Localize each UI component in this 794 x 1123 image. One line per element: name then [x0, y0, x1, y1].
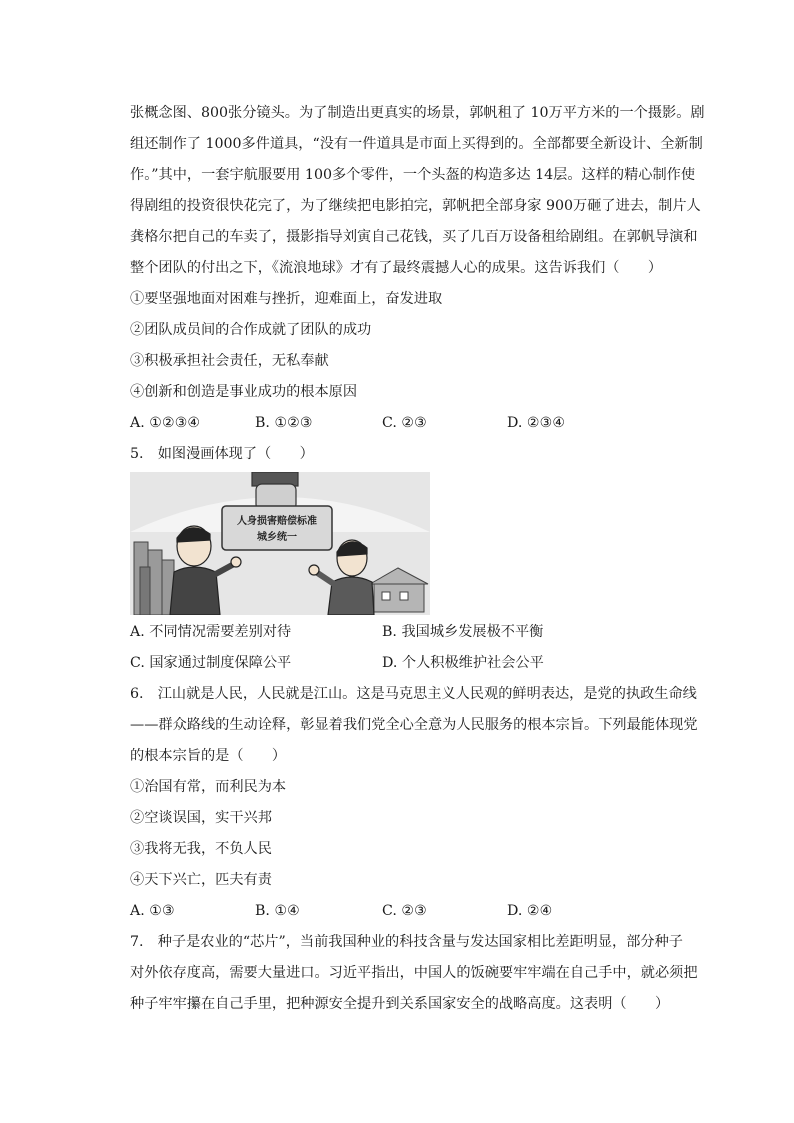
q7-text-line: 对外依存度高，需要大量进口。习近平指出，中国人的饭碗要牢牢端在自己手中，就必须把	[130, 965, 698, 981]
q4-text-line: 组还制作了 1000多件道具，“没有一件道具是市面上买得到的。全部都要全新设计、全新制	[130, 136, 703, 152]
q4-text-line: 龚格尔把自己的车卖了，摄影指导刘寅自己花钱，买了几百万设备租给剧组。在郭帆导演和	[130, 229, 698, 245]
q7-text-line: 7. 种子是农业的“芯片”，当前我国种业的科技含量与发达国家相比差距明显，部分种子	[130, 934, 683, 950]
sign-line-2: 城乡统一	[257, 532, 297, 543]
sign-board	[222, 506, 332, 550]
q6-text-line: 6. 江山就是人民，人民就是江山。这是马克思主义人民观的鲜明表达，是党的执政生命线	[130, 686, 697, 702]
q4-text-line: 张概念图、800张分镜头。为了制造出更真实的场景，郭帆租了 10万平方米的一个摄影。剧	[130, 105, 705, 121]
q4-statement: ④创新和创造是事业成功的根本原因	[130, 384, 358, 400]
q6-statement: ②空谈误国，实干兴邦	[130, 810, 272, 826]
q6-option-d[interactable]: D. ②④	[507, 903, 553, 919]
q4-statement: ③积极承担社会责任，无私奉献	[130, 353, 329, 369]
q6-text-line: 的根本宗旨的是（ ）	[130, 748, 287, 764]
q5-option-d[interactable]: D. 个人积极维护社会公平	[382, 655, 544, 671]
sign-line-1: 人身损害赔偿标准	[237, 516, 317, 527]
q6-statement: ③我将无我，不负人民	[130, 841, 272, 857]
q6-statement: ④天下兴亡，匹夫有责	[130, 872, 272, 888]
q4-statement: ①要坚强地面对困难与挫折，迎难面上，奋发进取	[130, 291, 443, 307]
q6-statement: ①治国有常，而利民为本	[130, 779, 287, 795]
q4-text-line: 作。”其中，一套宇航服要用 100多个零件，一个头盔的构造多达 14层。这样的精心制作使	[130, 167, 696, 183]
q6-option-b[interactable]: B. ①④	[255, 903, 300, 919]
q5-option-c[interactable]: C. 国家通过制度保障公平	[130, 655, 292, 671]
q4-statement: ②团队成员间的合作成就了团队的成功	[130, 322, 372, 338]
q4-option-d[interactable]: D. ②③④	[507, 415, 566, 431]
q6-text-line: ——群众路线的生动诠释，彰显着我们党全心全意为人民服务的根本宗旨。下列最能体现党	[130, 717, 698, 733]
hand-icon	[252, 472, 298, 510]
q6-option-a[interactable]: A. ①③	[130, 903, 175, 919]
q4-text-line: 整个团队的付出之下，《流浪地球》才有了最终震撼人心的成果。这告诉我们（ ）	[130, 260, 663, 276]
q7-text-line: 种子牢牢攥在自己手里，把种源安全提升到关系国家安全的战略高度。这表明（ ）	[130, 996, 670, 1012]
q4-option-a[interactable]: A. ①②③④	[130, 415, 201, 431]
q5-option-a[interactable]: A. 不同情况需要差别对待	[130, 624, 292, 640]
q5-option-b[interactable]: B. 我国城乡发展极不平衡	[382, 624, 544, 640]
cartoon-image	[130, 472, 430, 615]
q4-option-c[interactable]: C. ②③	[382, 415, 427, 431]
q5-stem: 5. 如图漫画体现了（ ）	[130, 446, 314, 462]
q4-option-b[interactable]: B. ①②③	[255, 415, 313, 431]
q6-option-c[interactable]: C. ②③	[382, 903, 427, 919]
q4-text-line: 得剧组的投资很快花完了，为了继续把电影拍完，郭帆把全部身家 900万砸了进去，制片人	[130, 198, 701, 214]
